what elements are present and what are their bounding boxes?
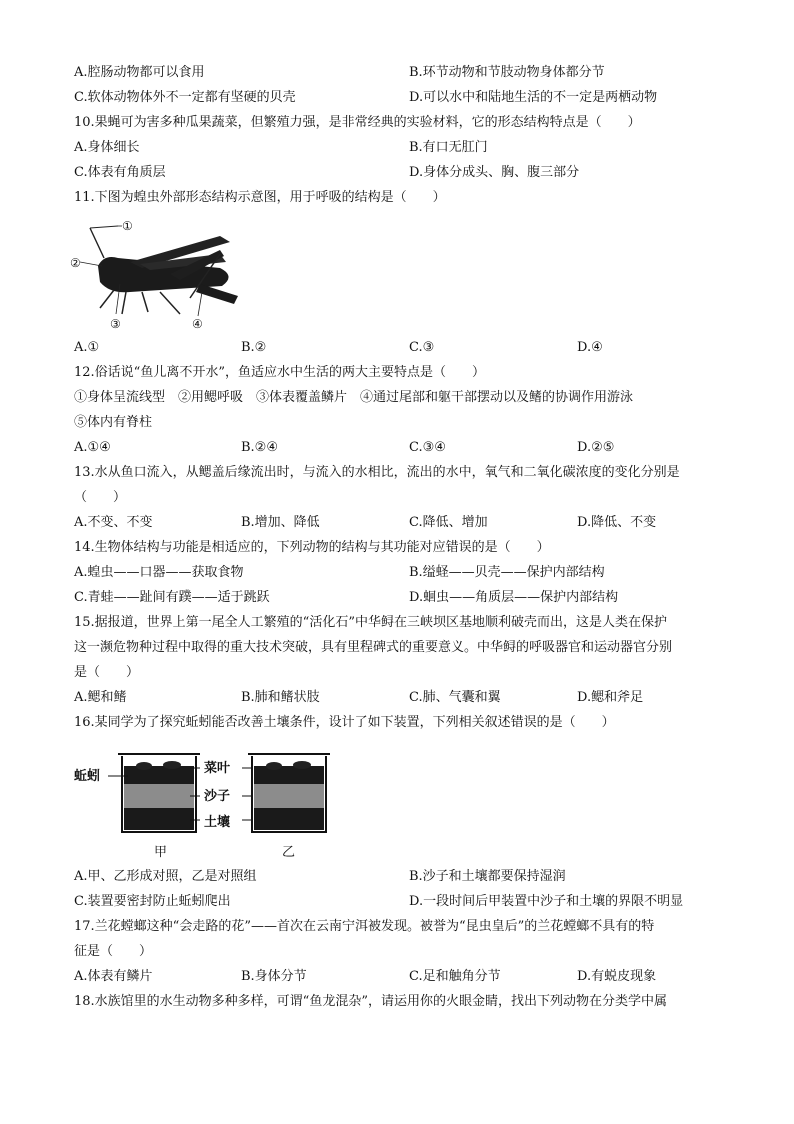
label-sand: 沙子 (204, 789, 231, 804)
q13-stem-line2: （ ） (74, 490, 127, 505)
q16-option-c: C.装置要密封防止蚯蚓爬出 (74, 894, 231, 909)
q11-option-b: B.② (241, 340, 267, 355)
q10-stem: 10.果蝇可为害多种瓜果蔬菜，但繁殖力强，是非常经典的实验材料，它的形态结构特点是（ ） (74, 115, 641, 130)
q16-stem: 16.某同学为了探究蚯蚓能否改善土壤条件，设计了如下装置，下列相关叙述错误的是（ ） (74, 715, 615, 730)
q17-option-b: B.身体分节 (241, 969, 307, 984)
q14-option-a: A.蝗虫——口器——获取食物 (74, 565, 244, 580)
q12-option-d: D.②⑤ (577, 440, 615, 455)
q12-items-line2: ⑤体内有脊柱 (74, 415, 153, 430)
q17-option-d: D.有蜕皮现象 (577, 969, 657, 984)
q12-option-a: A.①④ (74, 440, 111, 455)
q17-option-a: A.体表有鳞片 (74, 969, 153, 984)
q15-option-a: A.鳃和鳍 (74, 690, 127, 705)
q12-stem: 12.俗话说“鱼儿离不开水”，鱼适应水中生活的两大主要特点是（ ） (74, 365, 485, 380)
label-leaf: 菜叶 (204, 761, 231, 776)
q9-option-d: D.可以水中和陆地生活的不一定是两栖动物 (409, 90, 658, 105)
grasshopper-figure (70, 214, 250, 332)
earthworm-experiment-figure (74, 744, 334, 862)
q18-stem: 18.水族馆里的水生动物多种多样，可谓“鱼龙混杂”，请运用你的火眼金睛，找出下列动物在分类学中属 (74, 994, 667, 1009)
q10-option-c: C.体表有角质层 (74, 165, 166, 180)
q15-option-d: D.鳃和斧足 (577, 690, 644, 705)
q13-option-a: A.不变、不变 (74, 515, 153, 530)
q10-option-b: B.有口无肛门 (409, 140, 488, 155)
q14-option-b: B.缢蛏——贝壳——保护内部结构 (409, 565, 605, 580)
q15-option-c: C.肺、气囊和翼 (409, 690, 501, 705)
q16-option-d: D.一段时间后甲装置中沙子和土壤的界限不明显 (409, 894, 684, 909)
q11-option-a: A.① (74, 340, 100, 355)
q15-stem-line3: 是（ ） (74, 665, 140, 680)
q12-items-line1: ①身体呈流线型 ②用鳃呼吸 ③体表覆盖鳞片 ④通过尾部和躯干部摆动以及鳍的协调作用游泳 (74, 390, 634, 405)
q14-option-d: D.蛔虫——角质层——保护内部结构 (409, 590, 619, 605)
q11-option-d: D.④ (577, 340, 603, 355)
q16-option-a: A.甲、乙形成对照，乙是对照组 (74, 869, 257, 884)
q10-option-a: A.身体细长 (74, 140, 140, 155)
grasshopper-label-2: ② (70, 256, 81, 270)
q13-option-c: C.降低、增加 (409, 515, 488, 530)
q15-stem-line2: 这一濒危物种过程中取得的重大技术突破，具有里程碑式的重要意义。中华鲟的呼吸器官和运动器官分别 (74, 640, 673, 655)
q17-option-c: C.足和触角分节 (409, 969, 501, 984)
label-beaker-jia: 甲 (154, 845, 168, 860)
q16-option-b: B.沙子和土壤都要保持湿润 (409, 869, 566, 884)
q10-option-d: D.身体分成头、胸、腹三部分 (409, 165, 580, 180)
q15-option-b: B.肺和鳍状肢 (241, 690, 320, 705)
q12-option-c: C.③④ (409, 440, 446, 455)
q9-option-a: A.腔肠动物都可以食用 (74, 65, 205, 80)
q13-option-b: B.增加、降低 (241, 515, 320, 530)
label-soil: 土壤 (204, 815, 231, 830)
label-earthworm: 蚯蚓 (74, 769, 101, 784)
label-beaker-yi: 乙 (282, 845, 296, 860)
grasshopper-label-3: ③ (110, 317, 121, 331)
q13-stem-line1: 13.水从鱼口流入，从鳃盖后缘流出时，与流入的水相比，流出的水中，氧气和二氧化碳浓度的变化分别是 (74, 465, 680, 480)
q11-stem: 11.下图为蝗虫外部形态结构示意图，用于呼吸的结构是（ ） (74, 190, 446, 205)
q14-option-c: C.青蛙——趾间有蹼——适于跳跃 (74, 590, 270, 605)
q13-option-d: D.降低、不变 (577, 515, 657, 530)
q11-option-c: C.③ (409, 340, 435, 355)
q14-stem: 14.生物体结构与功能是相适应的，下列动物的结构与其功能对应错误的是（ ） (74, 540, 550, 555)
q17-stem-line2: 征是（ ） (74, 944, 153, 959)
q9-option-c: C.软体动物体外不一定都有坚硬的贝壳 (74, 90, 296, 105)
grasshopper-label-4: ④ (192, 317, 203, 331)
grasshopper-label-1: ① (122, 219, 133, 233)
q15-stem-line1: 15.据报道，世界上第一尾全人工繁殖的“活化石”中华鲟在三峡坝区基地顺利破壳而出，这是人类在保护 (74, 615, 667, 630)
q12-option-b: B.②④ (241, 440, 278, 455)
q9-option-b: B.环节动物和节肢动物身体都分节 (409, 65, 605, 80)
q17-stem-line1: 17.兰花螳螂这种“会走路的花”——首次在云南宁洱被发现。被誉为“昆虫皇后”的兰花螳螂不具有的特 (74, 919, 655, 934)
